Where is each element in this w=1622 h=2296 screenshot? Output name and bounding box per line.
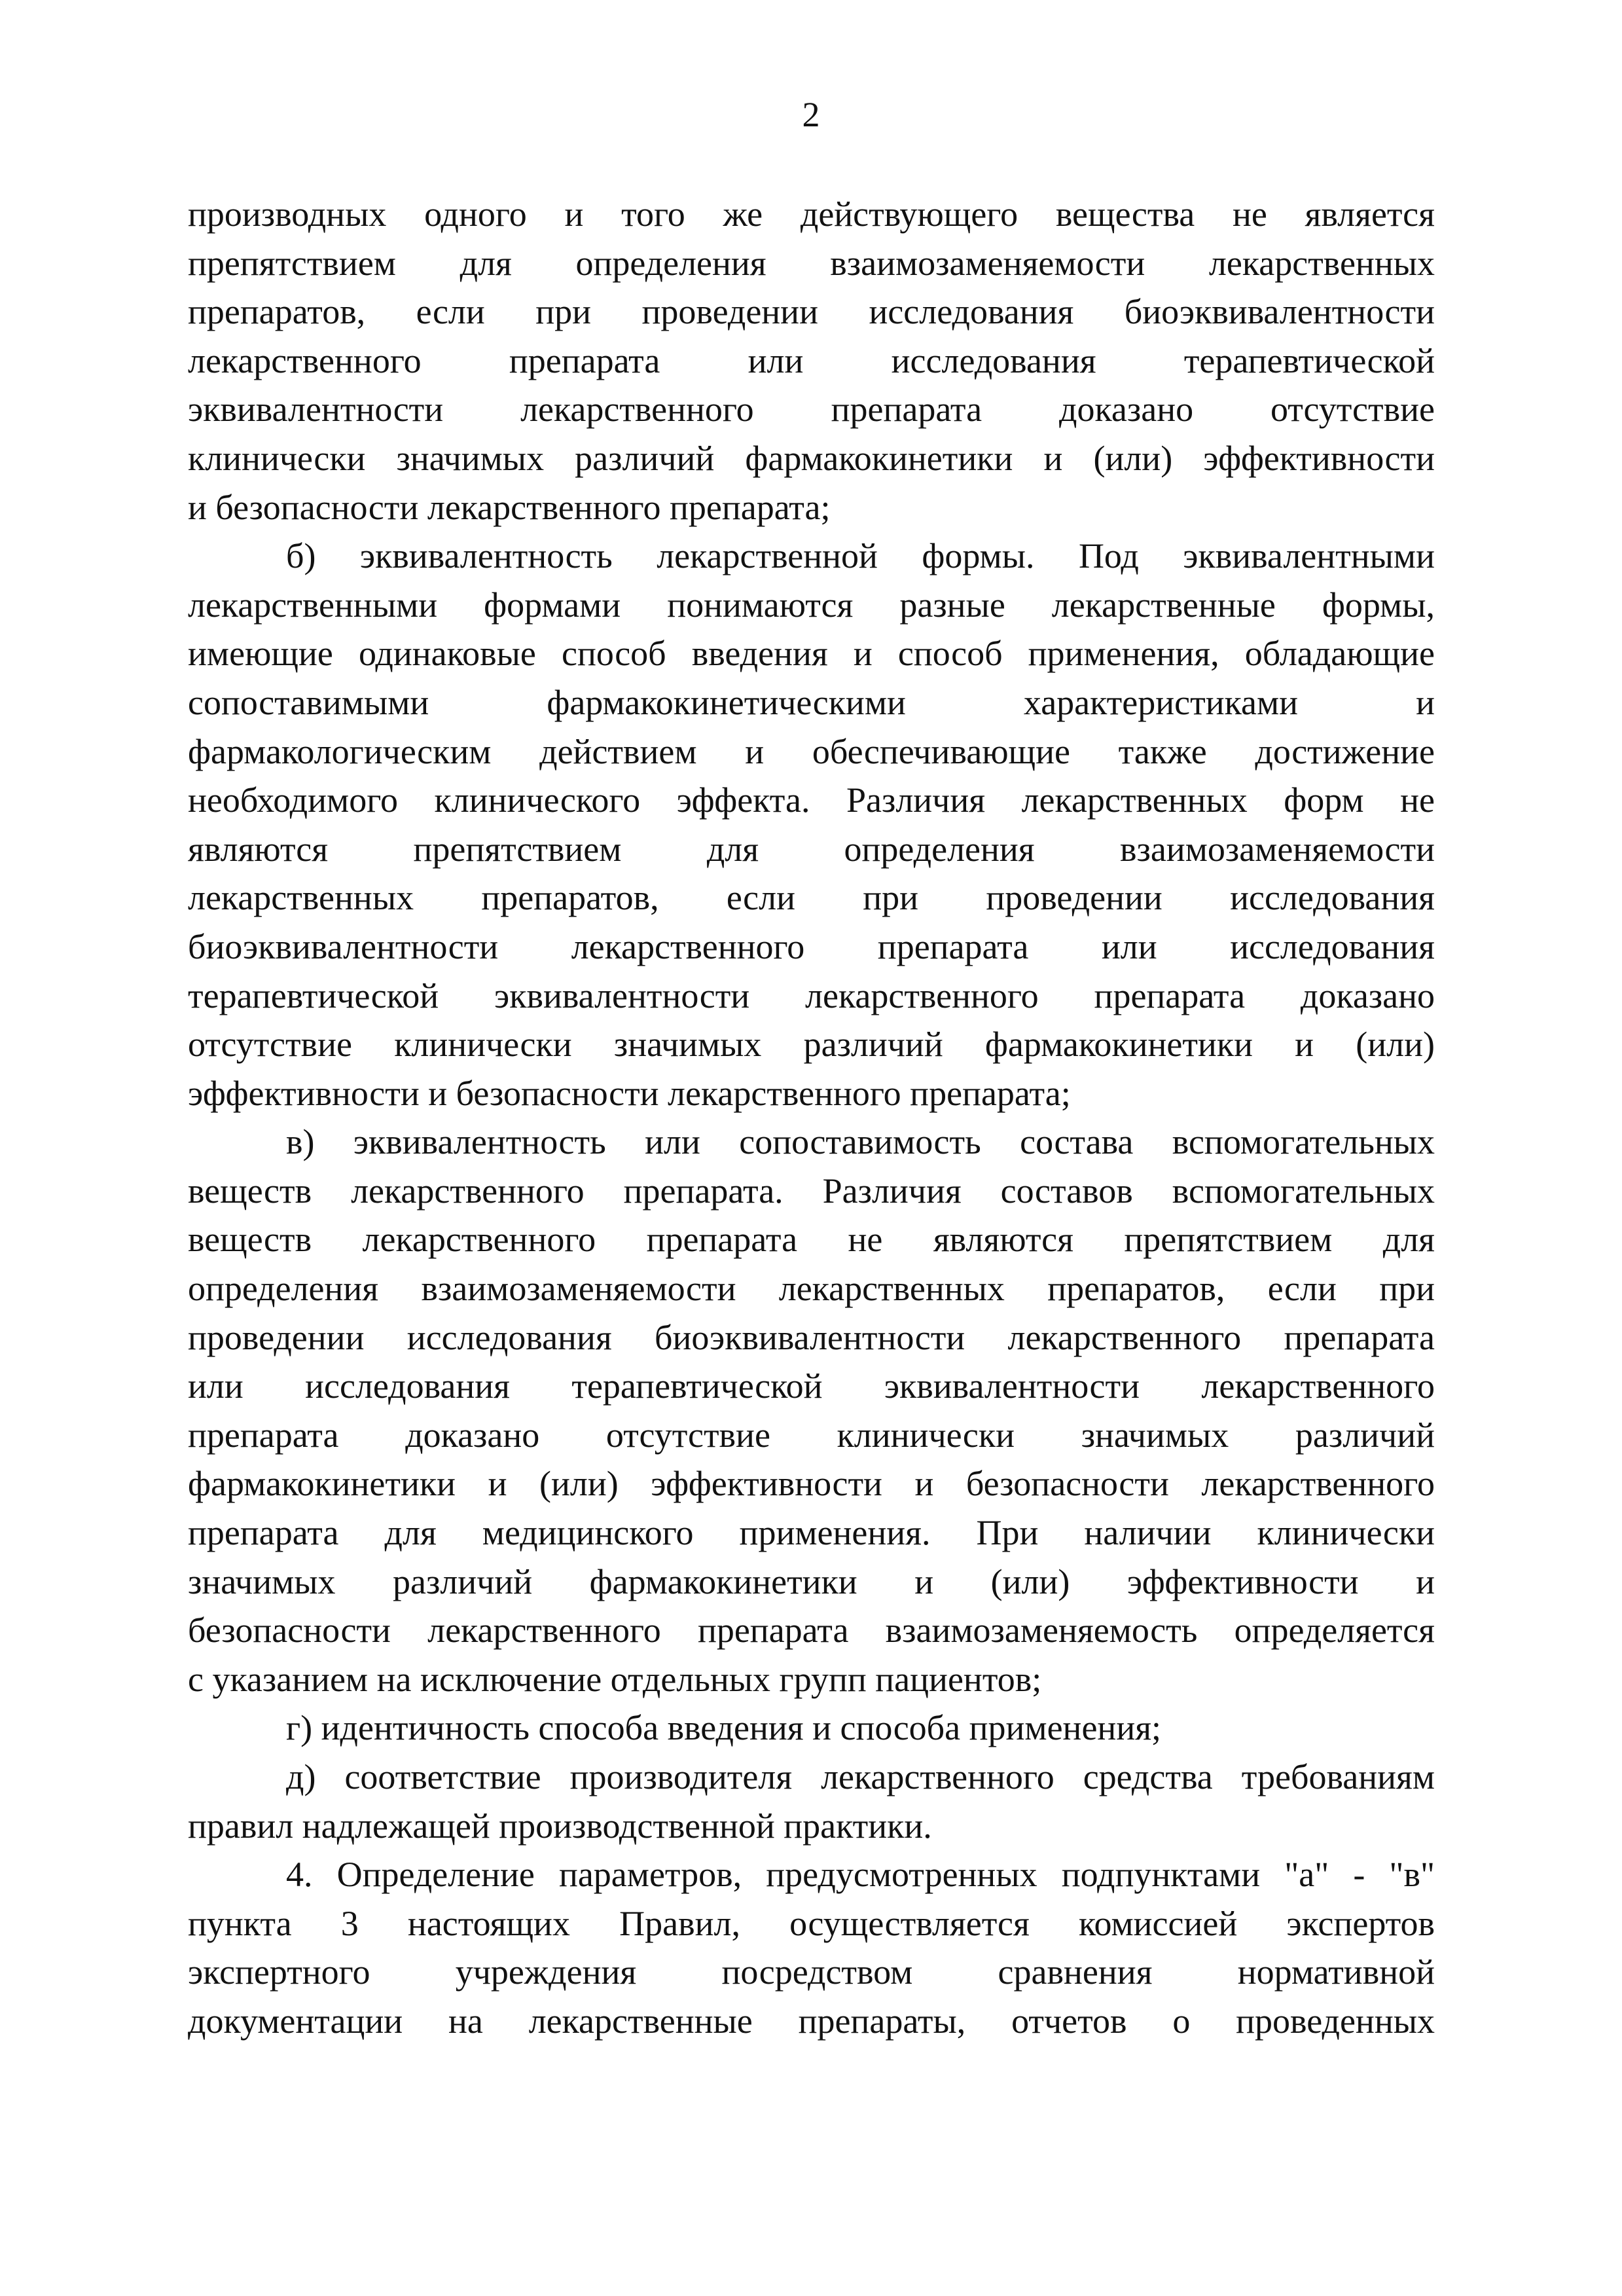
- text-line: фармакологическим действием и обеспечивающие также достижение: [188, 731, 1435, 771]
- text-line: лекарственного препарата или исследования терапевтической: [188, 340, 1435, 380]
- text-line: эквивалентности лекарственного препарата доказано отсутствие: [188, 390, 1435, 429]
- text-line: или исследования терапевтической эквивалентности лекарственного: [188, 1366, 1435, 1406]
- text-line: в) эквивалентность или сопоставимость состава вспомогательных: [286, 1122, 1435, 1162]
- text-line: препятствием для определения взаимозаменяемости лекарственных: [188, 243, 1435, 283]
- text-line: эффективности и безопасности лекарственного препарата;: [188, 1073, 1071, 1113]
- text-line: имеющие одинаковые способ введения и способ применения, обладающие: [188, 634, 1435, 674]
- text-line: препарата доказано отсутствие клинически значимых различий: [188, 1415, 1435, 1455]
- text-line: проведении исследования биоэквивалентности лекарственного препарата: [188, 1317, 1435, 1357]
- text-line: пункта 3 настоящих Правил, осуществляется комиссией экспертов: [188, 1903, 1435, 1943]
- text-line: лекарственных препаратов, если при проведении исследования: [188, 878, 1435, 918]
- body-text: [188, 190, 1435, 2046]
- text-line: сопоставимыми фармакокинетическими характеристиками и: [188, 682, 1435, 722]
- text-line: препарата для медицинского применения. При наличии клинически: [188, 1513, 1435, 1553]
- text-line: необходимого клинического эффекта. Различия лекарственных форм не: [188, 780, 1435, 820]
- text-line: правил надлежащей производственной практики.: [188, 1806, 932, 1846]
- text-line: биоэквивалентности лекарственного препарата или исследования: [188, 926, 1435, 966]
- text-line: клинически значимых различий фармакокинетики и (или) эффективности: [188, 438, 1435, 478]
- text-line: и безопасности лекарственного препарата;: [188, 487, 831, 527]
- text-line: определения взаимозаменяемости лекарственных препаратов, если при: [188, 1269, 1435, 1309]
- text-line: фармакокинетики и (или) эффективности и безопасности лекарственного: [188, 1464, 1435, 1504]
- text-line: веществ лекарственного препарата не являются препятствием для: [188, 1220, 1435, 1260]
- text-line: экспертного учреждения посредством сравнения нормативной: [188, 1952, 1435, 1992]
- text-line: отсутствие клинически значимых различий фармакокинетики и (или): [188, 1025, 1435, 1065]
- text-line: б) эквивалентность лекарственной формы. Под эквивалентными: [286, 536, 1435, 576]
- text-line: значимых различий фармакокинетики и (или) эффективности и: [188, 1561, 1435, 1601]
- text-line: с указанием на исключение отдельных групп пациентов;: [188, 1659, 1042, 1699]
- page-number: 2: [802, 95, 820, 134]
- text-line: безопасности лекарственного препарата взаимозаменяемость определяется: [188, 1611, 1435, 1650]
- text-line: 4. Определение параметров, предусмотренных подпунктами "а" - "в": [286, 1855, 1435, 1895]
- text-line: производных одного и того же действующего вещества не является: [188, 194, 1435, 234]
- text-line: д) соответствие производителя лекарственного средства требованиям: [286, 1757, 1435, 1796]
- text-line: препаратов, если при проведении исследования биоэквивалентности: [188, 292, 1435, 332]
- text-line: являются препятствием для определения взаимозаменяемости: [188, 829, 1435, 869]
- text-line: лекарственными формами понимаются разные лекарственные формы,: [188, 585, 1435, 625]
- text-line: документации на лекарственные препараты, отчетов о проведенных: [188, 2001, 1435, 2041]
- text-line: веществ лекарственного препарата. Различия составов вспомогательных: [188, 1171, 1435, 1211]
- text-line: г) идентичность способа введения и способа применения;: [286, 1708, 1162, 1748]
- text-line: терапевтической эквивалентности лекарственного препарата доказано: [188, 975, 1435, 1015]
